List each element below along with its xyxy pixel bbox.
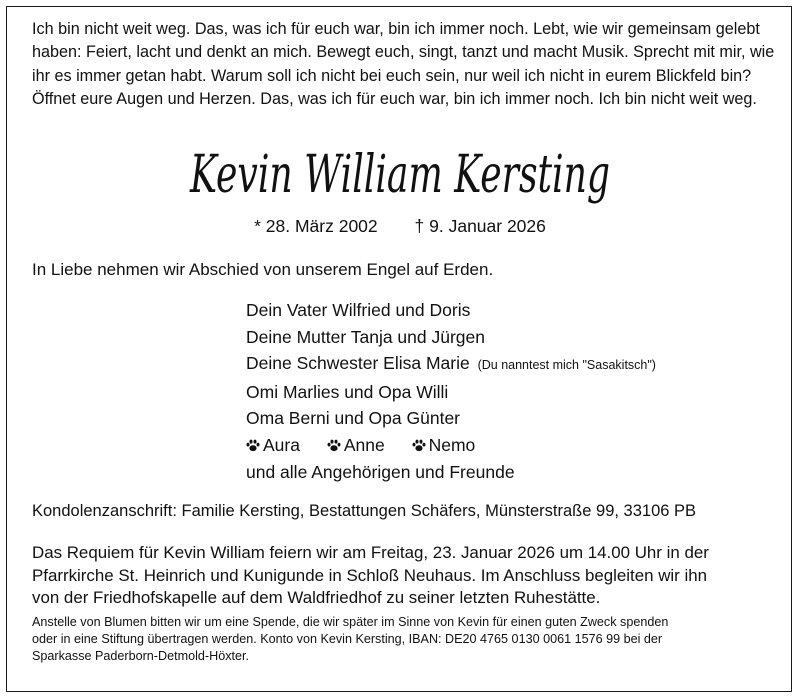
pet-name: Nemo — [428, 434, 476, 455]
mourner-grandparents-1: Omi Marlies und Opa Willi — [246, 381, 449, 402]
mourner-pets — [246, 432, 656, 459]
pet-item — [246, 435, 305, 455]
pet-name: Aura — [263, 434, 300, 455]
poem-line: Öffnet eure Augen und Herzen. Das, was ich für euch war, bin ich immer noch. Ich bin nicht weit weg. — [32, 89, 757, 108]
poem-line: ihr es immer getan habt. Warum soll ich nicht bei euch sein, nur weil ich nicht in eurem Blickfeld bin? — [32, 66, 752, 85]
donation-line: oder in eine Stiftung übertragen werden. Konto von Kevin Kersting, IBAN: DE20 4765 0130 0061 1576 99 bei der — [32, 632, 663, 646]
condolence-address: Kondolenzanschrift: Familie Kersting, Bestattungen Schäfers, Münsterstraße 99, 33106 PB — [32, 502, 697, 520]
poem-line: Ich bin nicht weit weg. Das, was ich für euch war, bin ich immer noch. Lebt, wie wir gemeinsam gelebt — [32, 20, 760, 38]
mourners-list — [246, 297, 656, 485]
requiem-info — [32, 542, 709, 610]
mourner-others: und alle Angehörigen und Freunde — [246, 461, 515, 482]
donation-line: Anstelle von Blumen bitten wir um eine Spende, die wir später im Sinne von Kevin für einen guten Zweck spenden — [32, 615, 669, 629]
farewell-intro: In Liebe nehmen wir Abschied von unserem Engel auf Erden. — [32, 260, 494, 279]
deceased-name — [0, 128, 800, 224]
deceased-name-text: Kevin William Kersting — [189, 145, 610, 205]
paw-icon — [246, 439, 260, 452]
paw-icon — [327, 439, 341, 452]
mourner-grandparents-2: Oma Berni und Opa Günter — [246, 408, 460, 429]
pet-item — [412, 435, 476, 455]
requiem-line: Das Requiem für Kevin William feiern wir am Freitag, 23. Januar 2026 um 14.00 Uhr in der — [32, 543, 709, 562]
mourner-sister-note: (Du nanntest mich "Sasakitsch") — [477, 358, 656, 373]
requiem-line: von der Friedhofskapelle auf dem Waldfriedhof zu seiner letzten Ruhestätte. — [32, 588, 601, 607]
mourner-sister-name: Deine Schwester Elisa Marie — [246, 353, 470, 374]
death-date: † 9. Januar 2026 — [414, 216, 546, 236]
donation-info — [32, 614, 668, 665]
requiem-line: Pfarrkirche St. Heinrich und Kunigunde in Schloß Neuhaus. Im Anschluss begleiten wir ihn — [32, 565, 708, 585]
mourner-father: Dein Vater Wilfried und Doris — [246, 300, 471, 320]
donation-line: Sparkasse Paderborn-Detmold-Höxter. — [32, 649, 249, 663]
poem-line: haben: Feiert, lacht und denkt an mich. Bewegt euch, singt, tanzt und macht Musik. Sprecht mit mir, wie — [32, 43, 775, 62]
mourner-sister — [246, 350, 656, 379]
paw-icon — [412, 439, 426, 452]
pet-item — [327, 435, 390, 455]
life-dates — [0, 216, 800, 237]
pet-name: Anne — [343, 434, 385, 455]
mourner-mother: Deine Mutter Tanja und Jürgen — [246, 326, 485, 347]
birth-date: * 28. März 2002 — [254, 216, 378, 236]
poem — [32, 18, 774, 111]
